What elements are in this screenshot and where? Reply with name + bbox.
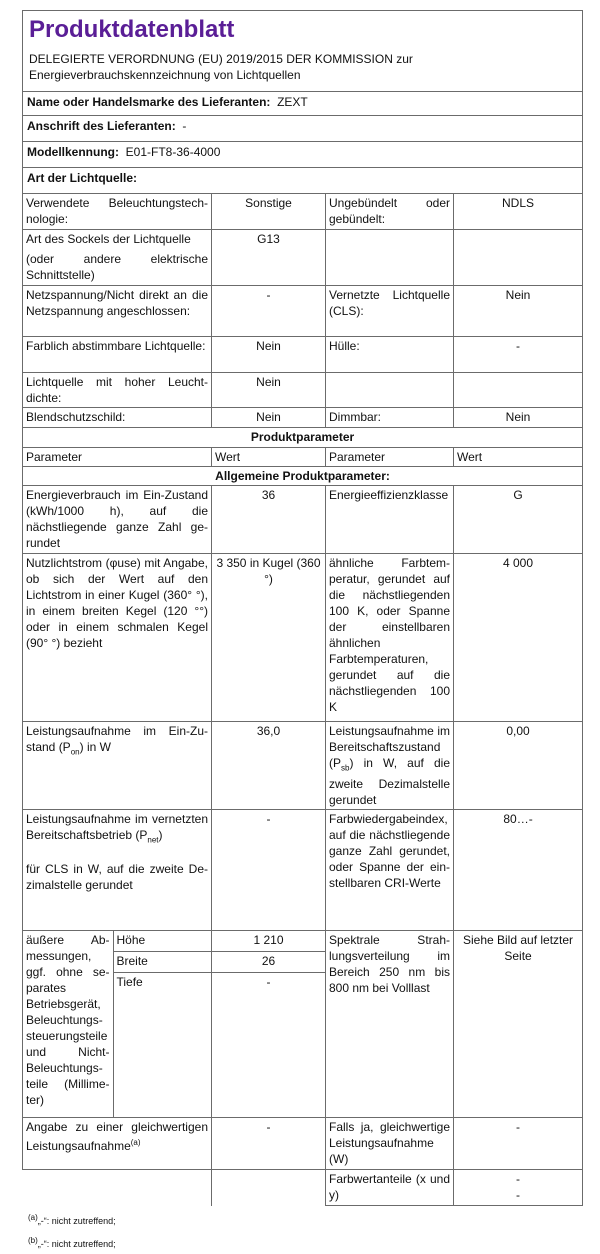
type-row — [23, 337, 583, 373]
dimensions-cell — [23, 931, 212, 1118]
empty-cell — [23, 1170, 212, 1206]
type-label: Dimmbar: — [326, 408, 454, 428]
param-row — [23, 810, 583, 931]
type-row — [23, 286, 583, 337]
general-parameters-heading: Allgemeine Produktparameter: — [23, 467, 583, 486]
type-row — [23, 373, 583, 408]
luminous-flux-label: Nutzlichtstrom (φuse) mit Angabe, ob sich der Wert auf den Lichtstrom in einer Kugel (360° °), in einem breiten Kegel (120 °°) oder in einem schmalen Kegel (90° °) bezieht — [23, 554, 212, 722]
energy-class-label: Energieeffizienzklasse — [326, 486, 454, 554]
type-value: NDLS — [454, 194, 583, 230]
supplier-name-value: ZEXT — [277, 95, 308, 109]
param-row — [23, 722, 583, 810]
type-row — [23, 230, 583, 286]
type-label — [23, 230, 212, 286]
socket-label: Art des Sockels der Lichtquelle — [26, 232, 191, 246]
cri-value: 80…- — [454, 810, 583, 931]
supplier-name-row — [23, 92, 583, 116]
energy-consumption-value: 36 — [212, 486, 326, 554]
type-value: Nein — [212, 337, 326, 373]
standby-power-label: Leistungsaufnahme im Bereitschaftszustand $(P_{sb})$ in W, auf die zweite Dezimalstelle gerundet — [326, 722, 454, 810]
column-header: Parameter — [23, 448, 212, 467]
footnotes — [28, 1208, 116, 1254]
cri-label: Farbwiedergabeindex, auf die nächstliegende ganze Zahl gerundet, oder Spanne der einstellbaren CRI-Werte — [326, 810, 454, 931]
width-value: 26 — [212, 952, 325, 973]
type-value: G13 — [212, 230, 326, 286]
empty-cell — [212, 1170, 326, 1206]
type-label: Vernetzte Lichtquelle (CLS): — [326, 286, 454, 337]
color-temperature-label: ähnliche Farbtemperatur, gerundet auf die nächstliegenden 100 K, oder Spanne der einstellbaren ähnlichen Farbtemperaturen, gerundet auf die nächstliegenden 100 K — [326, 554, 454, 722]
type-value: Nein — [454, 408, 583, 428]
on-mode-power-label: Leistungsaufnahme im Ein-Zustand $(P_{on})$ in W — [23, 722, 212, 810]
networked-standby-power-value: - — [212, 810, 326, 931]
type-value: - — [454, 337, 583, 373]
param-row — [23, 554, 583, 722]
height-label: Höhe — [113, 931, 211, 952]
type-value: - — [212, 286, 326, 337]
type-label: Ungebündelt oder gebündelt: — [326, 194, 454, 230]
standby-power-value: 0,00 — [454, 722, 583, 810]
energy-class-value: G — [454, 486, 583, 554]
type-label: Verwendete Beleuchtungstechnologie: — [23, 194, 212, 230]
footnote-a: $^{(a)}$„-“: nicht zutreffend; — [28, 1213, 116, 1226]
column-header-row — [23, 448, 583, 467]
type-label: Hülle: — [326, 337, 454, 373]
spectral-distribution-value: Siehe Bild auf letzter Seite — [454, 931, 583, 1118]
model-row — [23, 142, 583, 168]
depth-label: Tiefe — [116, 975, 143, 990]
networked-standby-power-label: Leistungsaufnahme im vernetzten Bereitschaftsbetrieb $(P_{net})$ für CLS in W, auf die zweite Dezimalstelle gerundet — [23, 810, 212, 931]
equivalent-power-watts-label: Falls ja, gleichwertige Leistungsaufnahme (W) — [326, 1118, 454, 1170]
type-label — [326, 373, 454, 408]
type-label — [326, 230, 454, 286]
column-header: Wert — [212, 448, 326, 467]
page-title: Produktdatenblatt — [29, 16, 235, 43]
luminous-flux-value: 3 350 in Kugel (360 °) — [212, 554, 326, 722]
type-value: Nein — [454, 286, 583, 337]
chromaticity-label: Farbwertanteile (x und y) — [326, 1170, 454, 1206]
type-label: Netzspannung/Nicht direkt an die Netzspannung angeschlossen: — [23, 286, 212, 337]
type-value — [454, 373, 583, 408]
type-row — [23, 408, 583, 428]
header-cell — [23, 11, 583, 92]
width-label: Breite — [113, 952, 211, 973]
type-value: Nein — [212, 408, 326, 428]
param-row — [23, 486, 583, 554]
type-label: Farblich abstimmbare Lichtquelle: — [23, 337, 212, 373]
on-mode-power-value: 36,0 — [212, 722, 326, 810]
color-temperature-value: 4 000 — [454, 554, 583, 722]
datasheet-table — [22, 10, 583, 1206]
param-row — [23, 1170, 583, 1206]
column-header: Wert — [454, 448, 583, 467]
datasheet — [22, 10, 582, 1206]
product-parameters-heading: Produktparameter — [23, 428, 583, 448]
equivalent-power-label: Angabe zu einer gleichwertigen Leistungsaufnahme$^{(a)}$ — [23, 1118, 212, 1170]
footnote-b: $^{(b)}$„-“: nicht zutreffend; — [28, 1236, 116, 1249]
height-value: 1 210 — [212, 931, 325, 952]
column-header: Parameter — [326, 448, 454, 467]
type-value: Sonstige — [212, 194, 326, 230]
dimensions-table — [23, 931, 211, 1117]
socket-label-note: (oder andere elektrische Schnittstelle) — [26, 252, 208, 282]
spectral-distribution-label: Spektrale Strahlungsverteilung im Bereich 250 nm bis 800 nm bei Volllast — [326, 931, 454, 1118]
light-source-type-row — [23, 168, 583, 194]
equivalent-power-value: - — [212, 1118, 326, 1170]
dimensions-values-cell — [212, 931, 326, 1118]
supplier-address-row — [23, 116, 583, 142]
type-label: Lichtquelle mit hoher Leuchtdichte: — [23, 373, 212, 408]
depth-value: - — [266, 975, 271, 990]
dimensions-values — [212, 931, 325, 1117]
type-value: Nein — [212, 373, 326, 408]
light-source-type-label: Art der Lichtquelle: — [27, 171, 138, 185]
type-row — [23, 194, 583, 230]
supplier-name-label: Name oder Handelsmarke des Lieferanten: — [27, 95, 271, 109]
type-label: Blendschutzschild: — [23, 408, 212, 428]
type-value — [454, 230, 583, 286]
regulation-subtitle: DELEGIERTE VERORDNUNG (EU) 2019/2015 DER KOMMISSION zur Energieverbrauchskennzeichnung von Lichtquellen — [29, 52, 413, 82]
model-label: Modellkennung: — [27, 145, 119, 159]
param-row — [23, 1118, 583, 1170]
equivalent-power-watts-value: - — [454, 1118, 583, 1170]
param-row — [23, 931, 583, 1118]
supplier-address-label: Anschrift des Lieferanten: — [27, 119, 176, 133]
supplier-address-value: - — [182, 119, 187, 133]
model-value: E01-FT8-36-4000 — [125, 145, 221, 159]
chromaticity-value: - - — [454, 1170, 583, 1206]
energy-consumption-label: Energieverbrauch im Ein-Zustand (kWh/1000 h), auf die nächstliegende ganze Zahl gerundet — [23, 486, 212, 554]
dimensions-label: äußere Abmessungen, ggf. ohne separates Betriebsgerät, Beleuchtungssteuerungsteile und Nicht-Beleuchtungsteile (Millimeter) — [23, 931, 113, 1117]
